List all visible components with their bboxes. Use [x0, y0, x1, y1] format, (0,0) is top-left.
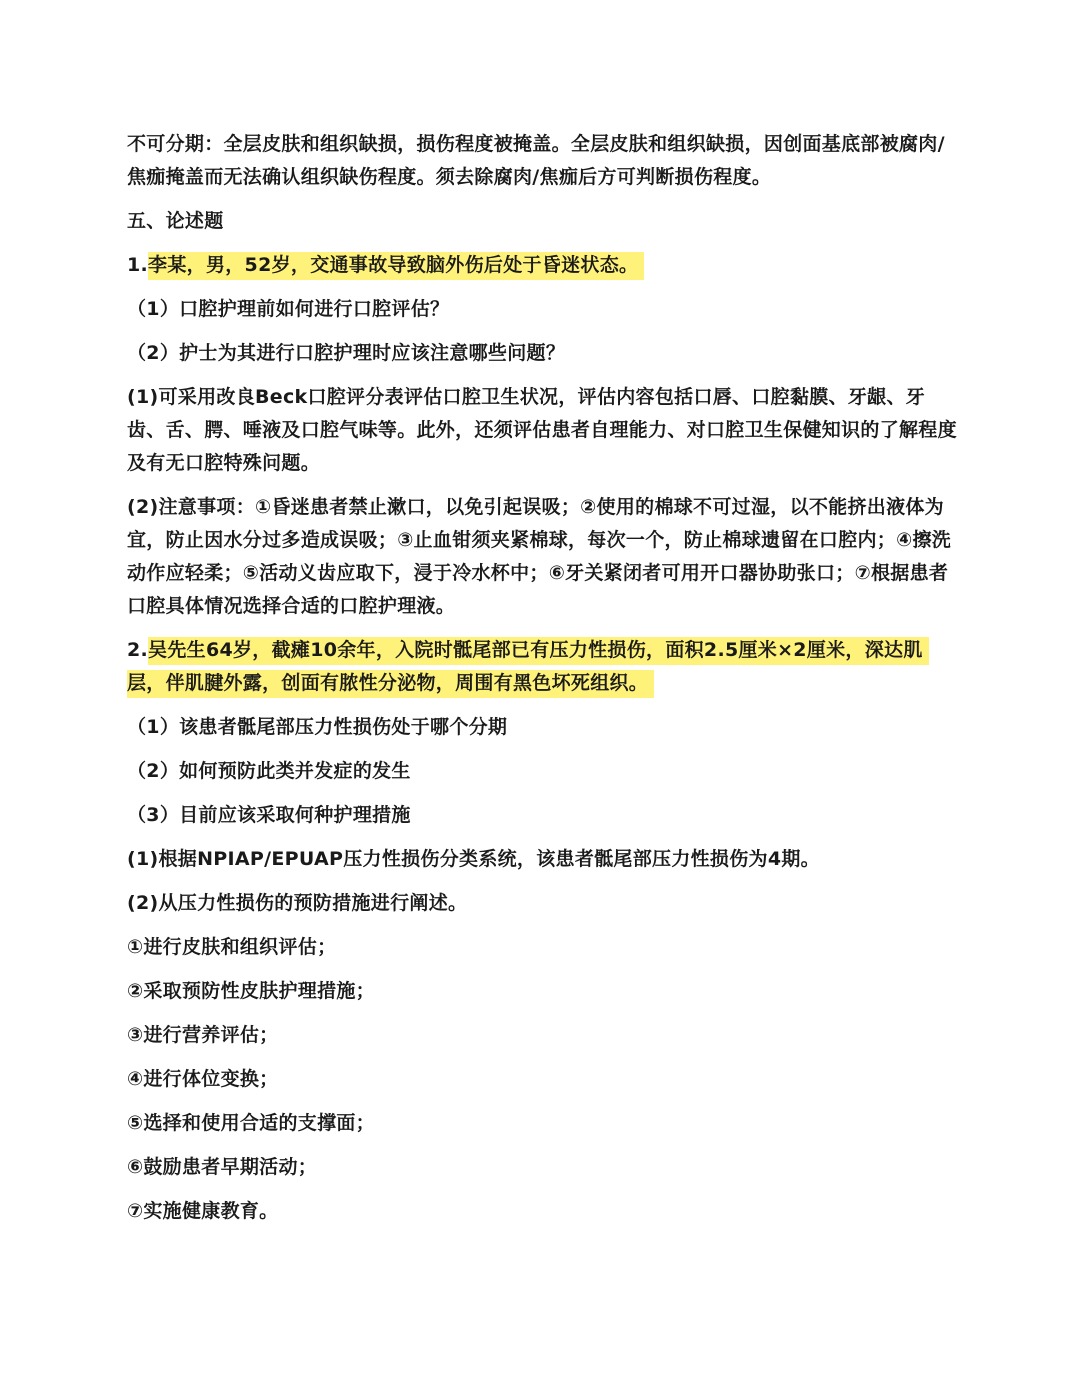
- list-item: ⑤选择和使用合适的支撑面；: [127, 1112, 375, 1134]
- question-2-answer-2: (2)从压力性损伤的预防措施进行阐述。: [127, 892, 468, 914]
- question-1-sub-2: （2）护士为其进行口腔护理时应该注意哪些问题？: [127, 342, 566, 364]
- list-item: ⑥鼓励患者早期活动；: [127, 1156, 318, 1178]
- document-page: [127, 128, 957, 1239]
- question-2-highlight: 吴先生64岁，截瘫10余年，入院时骶尾部已有压力性损伤，面积2.5厘米×2厘米，深达肌层，伴肌腱外露，创面有脓性分泌物，周围有黑色坏死组织。: [127, 637, 929, 698]
- question-1-answer-1: (1)可采用改良Beck口腔评分表评估口腔卫生状况，评估内容包括口唇、口腔黏膜、牙龈、牙齿、舌、腭、唾液及口腔气味等。此外，还须评估患者自理能力、对口腔卫生保健知识的了解程度及有无口腔特殊问题。: [127, 386, 957, 474]
- section-heading: 五、论述题: [127, 210, 224, 232]
- question-2-number: 2.: [127, 639, 149, 661]
- question-1-answer-2: (2)注意事项：①昏迷患者禁止漱口，以免引起误吸；②使用的棉球不可过湿，以不能挤出液体为宜，防止因水分过多造成误吸；③止血钳须夹紧棉球，每次一个，防止棉球遗留在口腔内；④擦洗动作应轻柔；⑤活动义齿应取下，浸于冷水杯中；⑥牙关紧闭者可用开口器协助张口；⑦根据患者口腔具体情况选择合适的口腔护理液。: [127, 496, 952, 617]
- question-2-sub-2: （2）如何预防此类并发症的发生: [127, 760, 411, 782]
- question-2-case: [127, 634, 957, 700]
- list-item: ③进行营养评估；: [127, 1024, 279, 1046]
- list-item: ②采取预防性皮肤护理措施；: [127, 980, 375, 1002]
- question-1-sub-1: （1）口腔护理前如何进行口腔评估？: [127, 298, 450, 320]
- intro-paragraph: 不可分期：全层皮肤和组织缺损，损伤程度被掩盖。全层皮肤和组织缺损，因创面基底部被腐肉/焦痂掩盖而无法确认组织缺伤程度。须去除腐肉/焦痂后方可判断损伤程度。: [127, 133, 945, 188]
- list-item: ④进行体位变换；: [127, 1068, 279, 1090]
- question-1-case: [127, 249, 957, 282]
- question-2-sub-3: （3）目前应该采取何种护理措施: [127, 804, 411, 826]
- question-2-sub-1: （1）该患者骶尾部压力性损伤处于哪个分期: [127, 716, 508, 738]
- question-2-answer-1: (1)根据NPIAP/EPUAP压力性损伤分类系统，该患者骶尾部压力性损伤为4期。: [127, 848, 820, 870]
- list-item: ①进行皮肤和组织评估；: [127, 936, 337, 958]
- question-1-highlight: 李某，男，52岁，交通事故导致脑外伤后处于昏迷状态。: [148, 252, 644, 280]
- list-item: ⑦实施健康教育。: [127, 1200, 279, 1222]
- question-1-number: 1.: [127, 254, 149, 276]
